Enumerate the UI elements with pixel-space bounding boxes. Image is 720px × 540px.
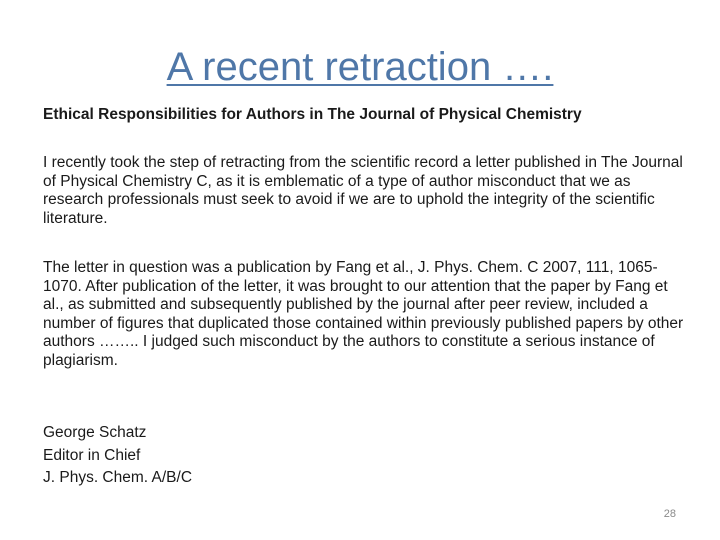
body-paragraph-2: The letter in question was a publication by Fang et al., J. Phys. Chem. C 2007, 111, 1065-1070. After publication of the letter, it was brought to our attention that the paper by Fang et al., as submitted and subsequently published by the journal after peer review, included a number of figures that duplicated those contained within previously published papers by other authors …….. I judged such misconduct by the authors to constitute a serious instance of plagiarism. — [43, 259, 684, 369]
signature-name: George Schatz — [43, 424, 147, 441]
slide-subtitle: Ethical Responsibilities for Authors in The Journal of Physical Chemistry — [43, 106, 582, 123]
page-number: 28 — [663, 508, 676, 520]
slide-title: A recent retraction …. — [166, 45, 554, 89]
signature-journal: J. Phys. Chem. A/B/C — [43, 469, 193, 486]
signature-block — [43, 422, 443, 490]
signature-role: Editor in Chief — [43, 446, 141, 464]
body-paragraph-1: I recently took the step of retracting from the scientific record a letter published in The Journal of Physical Chemistry C, as it is emblematic of a type of author misconduct that we as research professionals must seek to avoid if we are to uphold the integrity of the scientific literature. — [43, 154, 683, 227]
